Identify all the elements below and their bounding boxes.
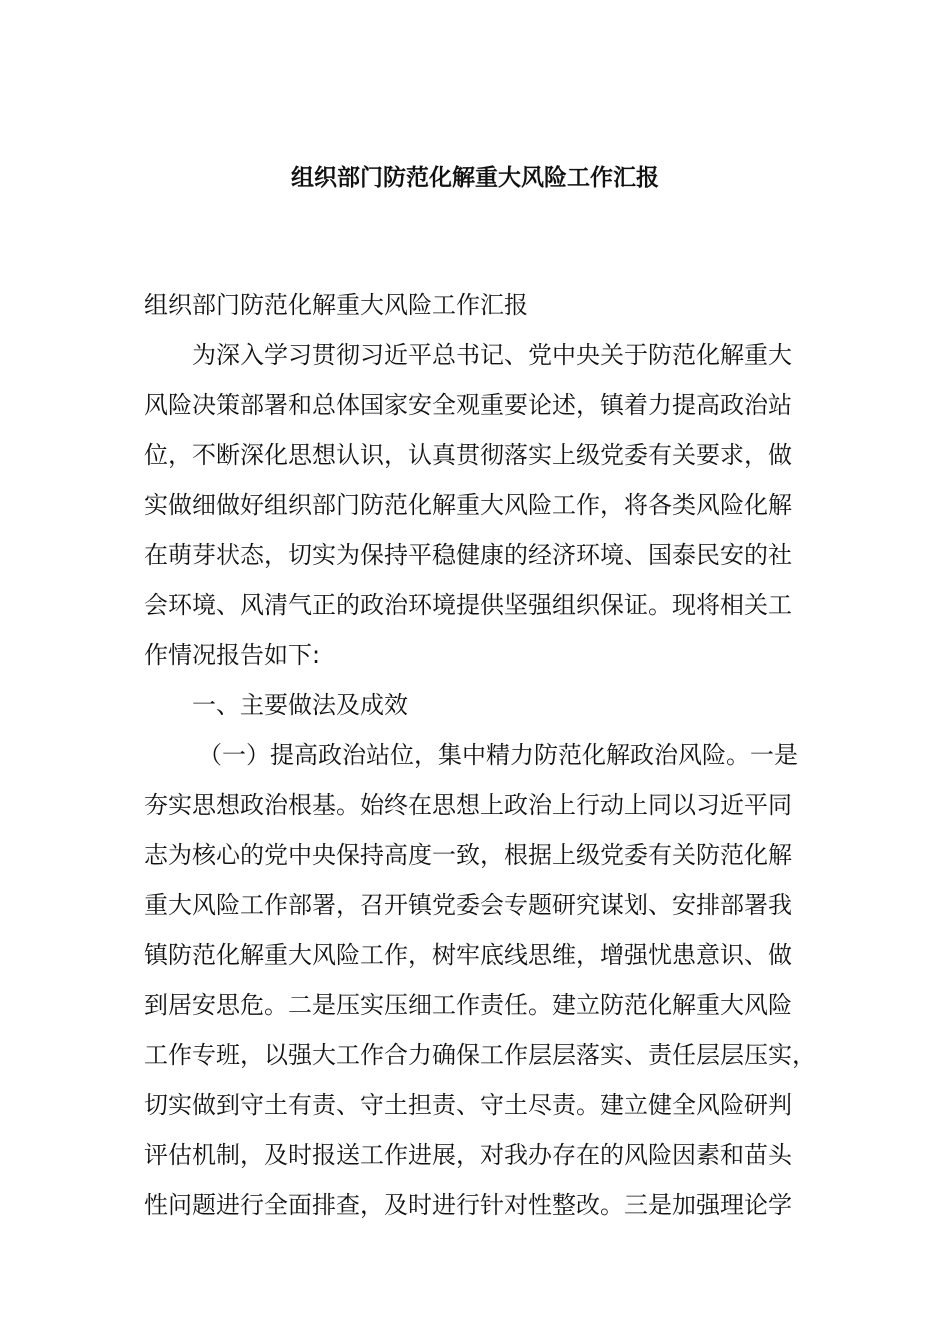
- paragraph-line: 工作专班，以强大工作合力确保工作层层落实、责任层层压实，: [144, 1041, 816, 1069]
- paragraph-line: 实做细做好组织部门防范化解重大风险工作，将各类风险化解: [144, 491, 792, 519]
- section-heading: 一、主要做法及成效: [192, 691, 408, 719]
- paragraph-line: 评估机制，及时报送工作进展，对我办存在的风险因素和苗头: [144, 1141, 792, 1169]
- paragraph-line: 位，不断深化思想认识，认真贯彻落实上级党委有关要求，做: [144, 441, 792, 469]
- paragraph-line: 为深入学习贯彻习近平总书记、党中央关于防范化解重大: [192, 341, 792, 369]
- paragraph-line: 风险决策部署和总体国家安全观重要论述，镇着力提高政治站: [144, 391, 792, 419]
- subsection-heading-line: （一）提高政治站位，集中精力防范化解政治风险。一是: [198, 741, 798, 769]
- paragraph-line: 重大风险工作部署，召开镇党委会专题研究谋划、安排部署我: [144, 891, 792, 919]
- paragraph-line: 镇防范化解重大风险工作，树牢底线思维，增强忧患意识、做: [144, 941, 792, 969]
- body-heading-line: 组织部门防范化解重大风险工作汇报: [144, 291, 528, 319]
- paragraph-line: 切实做到守土有责、守土担责、守土尽责。建立健全风险研判: [144, 1091, 792, 1119]
- paragraph-line: 会环境、风清气正的政治环境提供坚强组织保证。现将相关工: [144, 591, 792, 619]
- paragraph-line: 在萌芽状态，切实为保持平稳健康的经济环境、国泰民安的社: [144, 541, 792, 569]
- paragraph-line: 作情况报告如下:: [144, 641, 321, 669]
- paragraph-line: 性问题进行全面排查，及时进行针对性整改。三是加强理论学: [144, 1191, 792, 1219]
- paragraph-line: 到居安思危。二是压实压细工作责任。建立防范化解重大风险: [144, 991, 792, 1019]
- document-title: 组织部门防范化解重大风险工作汇报: [291, 165, 659, 191]
- paragraph-line: 夯实思想政治根基。始终在思想上政治上行动上同以习近平同: [144, 791, 792, 819]
- paragraph-line: 志为核心的党中央保持高度一致，根据上级党委有关防范化解: [144, 841, 792, 869]
- document-body: [144, 280, 816, 1230]
